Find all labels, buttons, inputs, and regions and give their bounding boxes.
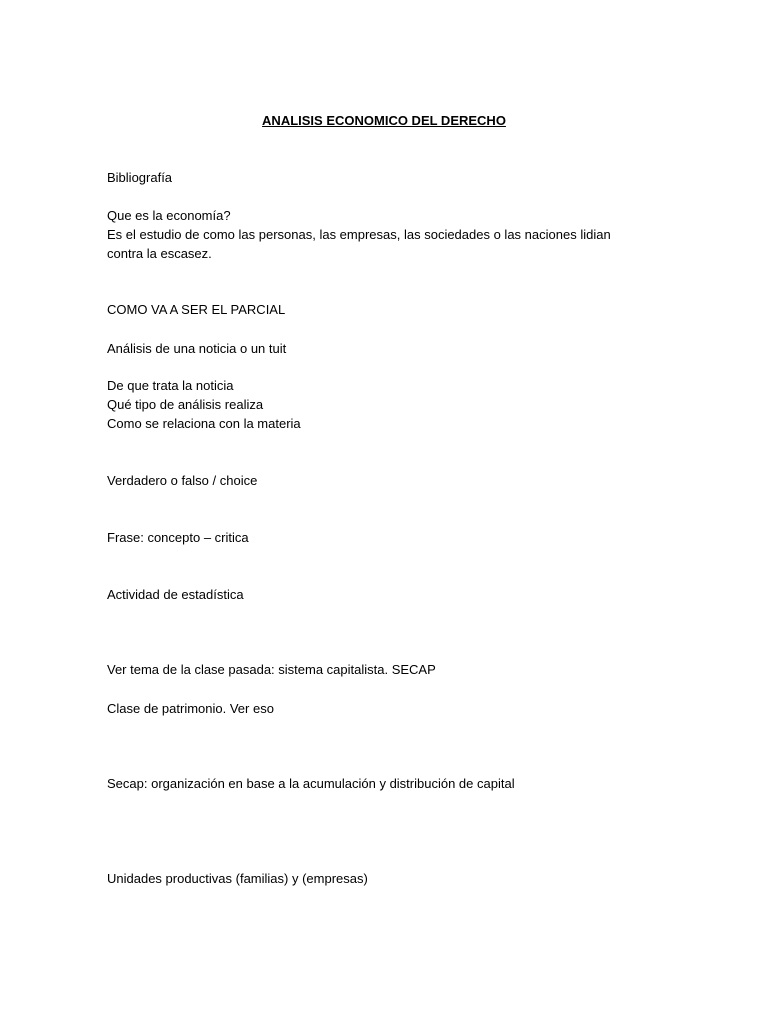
text-line-patrimonio: Clase de patrimonio. Ver eso	[107, 701, 274, 716]
text-line-verdadero-falso: Verdadero o falso / choice	[107, 473, 258, 488]
text-line-secap: Secap: organización en base a la acumulación y distribución de capital	[107, 776, 515, 791]
text-line-parcial-heading: COMO VA A SER EL PARCIAL	[107, 302, 286, 317]
text-line-tipo-analisis: Qué tipo de análisis realiza	[107, 397, 264, 412]
text-line-definition: Es el estudio de como las personas, las empresas, las sociedades o las naciones lidian	[107, 227, 611, 242]
text-line-bibliografia: Bibliografía	[107, 170, 173, 185]
text-line-noticia: De que trata la noticia	[107, 378, 234, 393]
text-line-tema-clase: Ver tema de la clase pasada: sistema capitalista. SECAP	[107, 662, 436, 677]
text-line-unidades: Unidades productivas (familias) y (empresas)	[107, 871, 368, 886]
text-line-question: Que es la economía?	[107, 208, 231, 223]
text-line-relacion: Como se relaciona con la materia	[107, 416, 301, 431]
text-line-definition-cont: contra la escasez.	[107, 246, 212, 261]
text-line-frase: Frase: concepto – critica	[107, 530, 249, 545]
text-line-analisis: Análisis de una noticia o un tuit	[107, 341, 287, 356]
document-title: ANALISIS ECONOMICO DEL DERECHO	[262, 113, 506, 128]
text-line-estadistica: Actividad de estadística	[107, 587, 244, 602]
